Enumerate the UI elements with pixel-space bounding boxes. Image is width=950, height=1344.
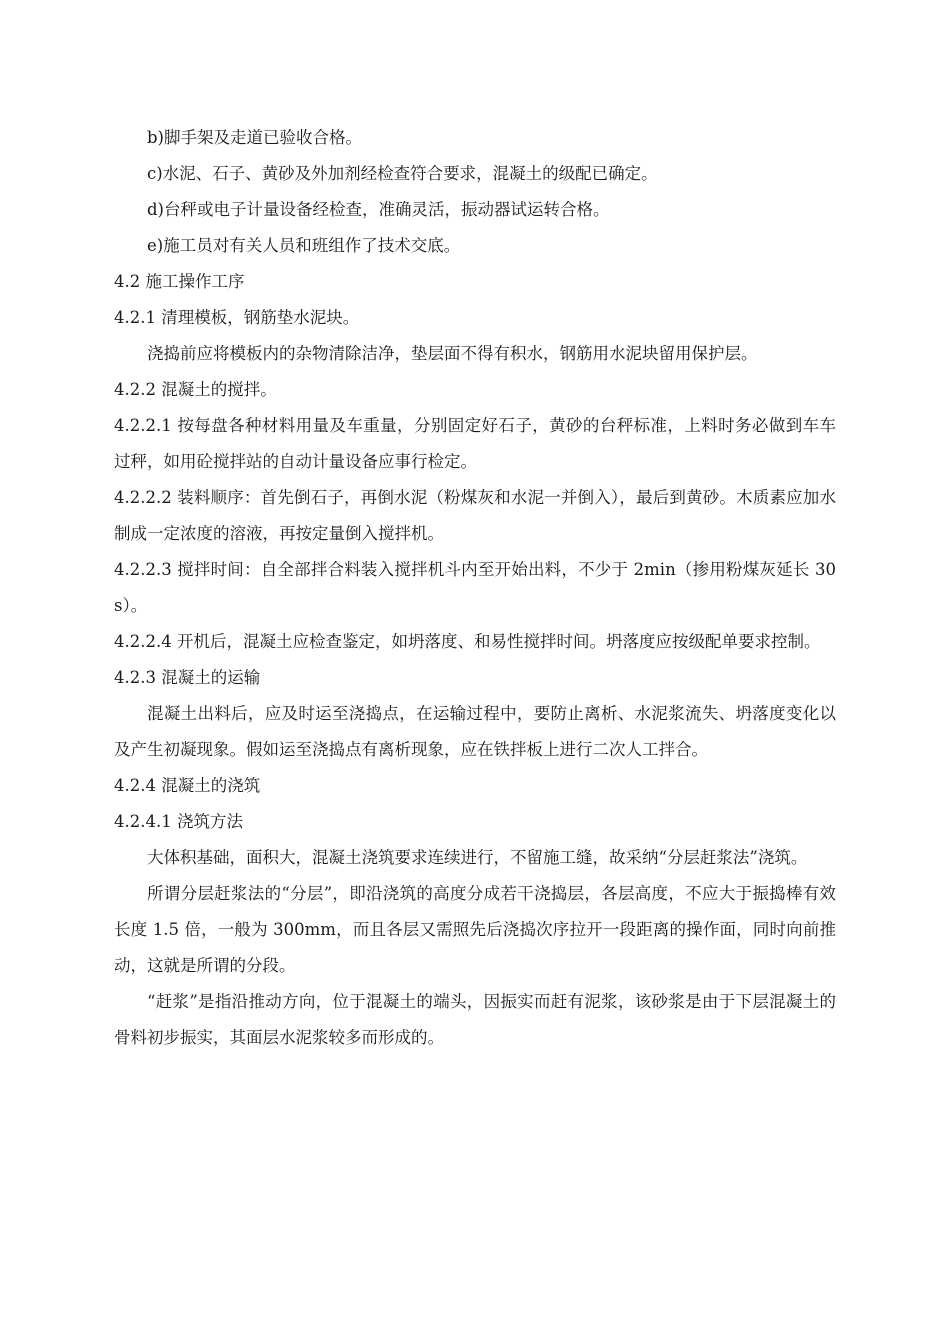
sub-subsection-heading: 4.2.4.1 浇筑方法	[114, 812, 243, 831]
paragraph: c)水泥、石子、黄砂及外加剂经检查符合要求，混凝土的级配已确定。	[147, 164, 658, 183]
paragraph: e)施工员对有关人员和班组作了技术交底。	[147, 236, 461, 255]
numbered-item: 4.2.2.4 开机后，混凝土应检查鉴定，如坍落度、和易性搅拌时间。坍落度应按级配单要求控制。	[114, 632, 821, 651]
section-heading: 4.2 施工操作工序	[114, 272, 245, 291]
paragraph: 浇捣前应将模板内的杂物清除洁净，垫层面不得有积水，钢筋用水泥块留用保护层。	[147, 344, 758, 363]
subsection-heading: 4.2.4 混凝土的浇筑	[114, 776, 261, 795]
numbered-item: 4.2.2.2 装料顺序：首先倒石子，再倒水泥（粉煤灰和水泥一并倒入），最后到黄砂。木质素应加水制成一定浓度的溶液，再按定量倒入搅拌机。	[114, 488, 836, 543]
document-body	[114, 120, 836, 1056]
paragraph: d)台秤或电子计量设备经检查，准确灵活，振动器试运转合格。	[147, 200, 610, 219]
numbered-item: 4.2.2.3 搅拌时间：自全部拌合料装入搅拌机斗内至开始出料，不少于 2min（掺用粉煤灰延长 30 s）。	[114, 560, 836, 615]
paragraph: b)脚手架及走道已验收合格。	[147, 128, 362, 147]
subsection-heading: 4.2.3 混凝土的运输	[114, 668, 261, 687]
subsection-heading: 4.2.2 混凝土的搅拌。	[114, 380, 277, 399]
subsection-heading: 4.2.1 清理模板，钢筋垫水泥块。	[114, 308, 360, 327]
paragraph: “赶浆”是指沿推动方向，位于混凝土的端头，因振实而赶有泥浆，该砂浆是由于下层混凝土的骨料初步振实，其面层水泥浆较多而形成的。	[114, 992, 836, 1047]
paragraph: 所谓分层赶浆法的“分层”，即沿浇筑的高度分成若干浇捣层，各层高度，不应大于振捣棒有效长度 1.5 倍，一般为 300mm，而且各层又需照先后浇捣次序拉开一段距离的操作面，同时向前推动，这就是所谓的分段。	[114, 884, 836, 975]
paragraph: 大体积基础，面积大，混凝土浇筑要求连续进行，不留施工缝，故采纳“分层赶浆法”浇筑。	[147, 848, 808, 867]
paragraph: 混凝土出料后，应及时运至浇捣点，在运输过程中，要防止离析、水泥浆流失、坍落度变化以及产生初凝现象。假如运至浇捣点有离析现象，应在铁拌板上进行二次人工拌合。	[114, 704, 836, 759]
numbered-item: 4.2.2.1 按每盘各种材料用量及车重量，分别固定好石子，黄砂的台秤标准，上料时务必做到车车过秤，如用砼搅拌站的自动计量设备应事行检定。	[114, 416, 836, 471]
